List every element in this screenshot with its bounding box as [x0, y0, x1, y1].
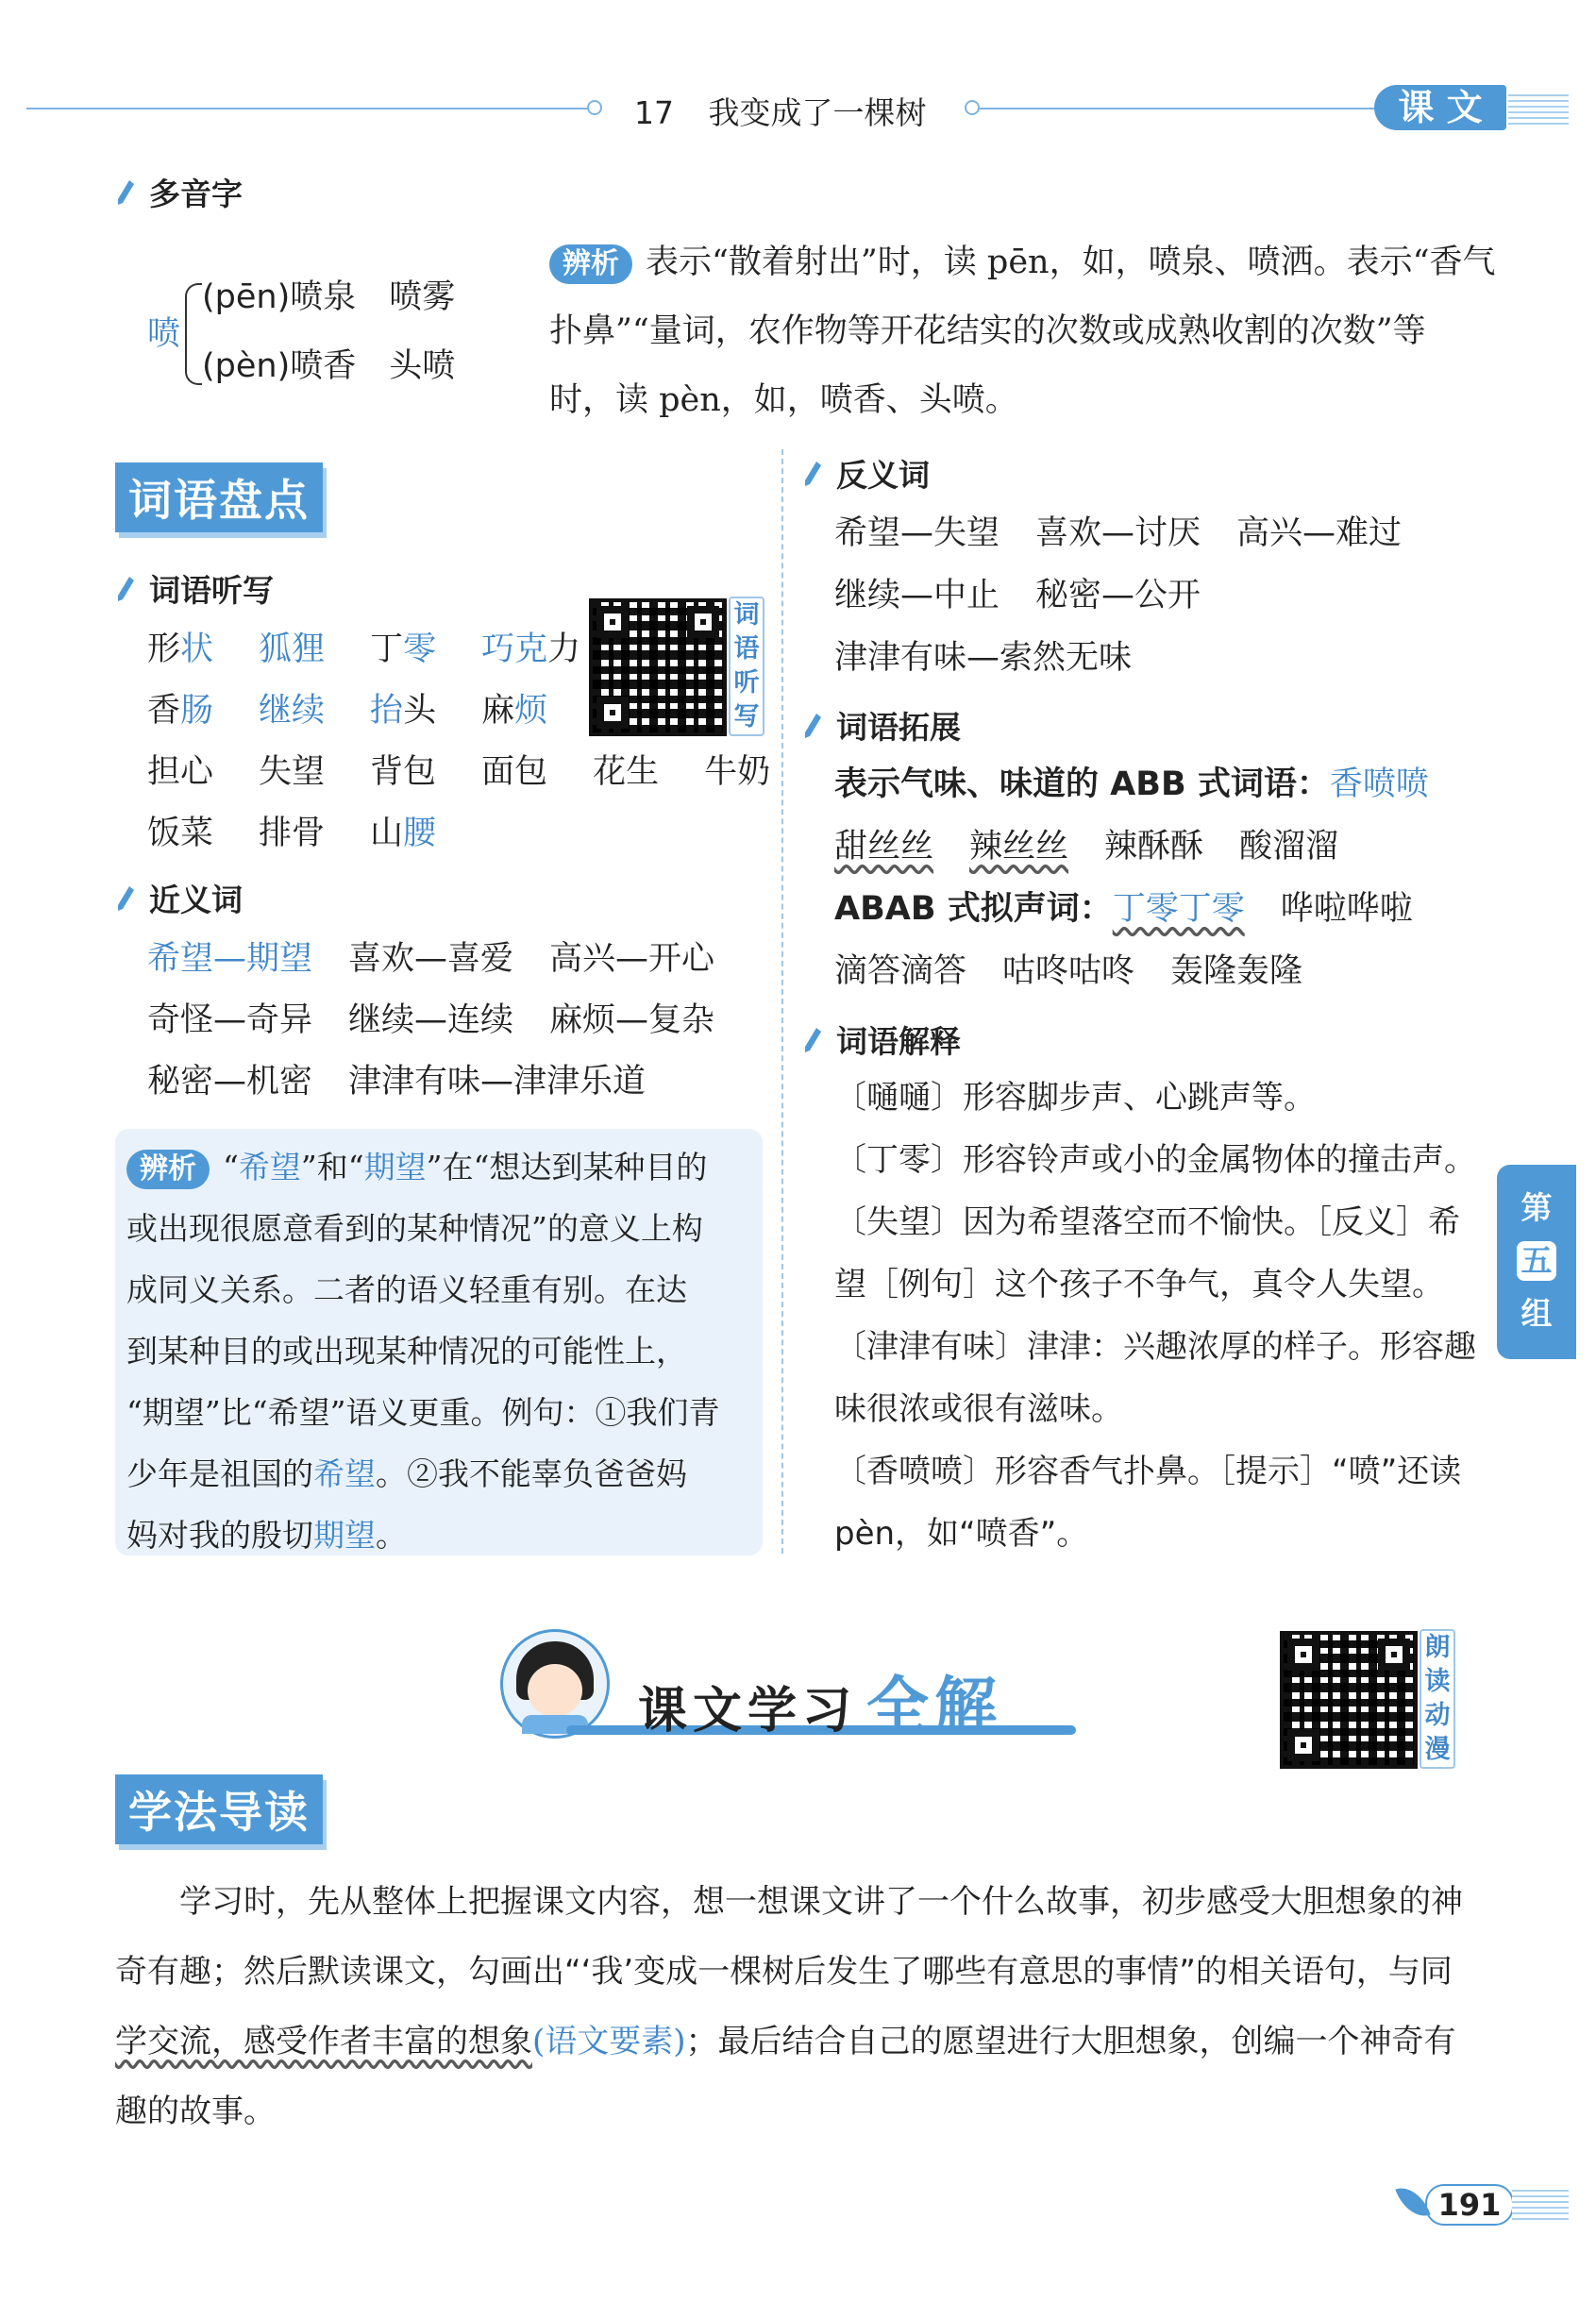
antonyms-heading-text: 反义词 [836, 457, 930, 494]
analysis-line: 少年是祖国的希望。②我不能辜负爸爸妈 [126, 1455, 687, 1492]
method-tail: ；最后结合自己的愿望进行大胆想象，创编一个神奇有 [685, 2023, 1456, 2060]
side-tab-char: 第 [1520, 1189, 1553, 1226]
column-divider [781, 449, 783, 1554]
method-line [115, 2007, 1465, 2076]
word: 抬头 [370, 692, 437, 730]
side-tab-char: 五 [1497, 1235, 1576, 1287]
header-stripes [1508, 91, 1569, 125]
method-line: 学习时，先从整体上把握课文内容，想一想课文讲了一个什么故事，初步感受大胆想象的神 [179, 1883, 1463, 1921]
synonyms-heading [115, 876, 243, 920]
polyphone-line-2: (pèn)喷香 头喷 [202, 347, 456, 385]
polyphone-analysis [549, 228, 1496, 435]
header-line-left [26, 108, 593, 109]
dictation-heading [115, 566, 274, 611]
abb-words [834, 815, 1338, 878]
word: 巧克力 [481, 630, 581, 668]
polyphone-heading-text: 多音字 [149, 176, 243, 212]
dictation-heading-text: 词语听写 [149, 572, 274, 609]
title-part1: 课文学习 [638, 1683, 858, 1740]
antonym-pair: 津津有味—索然无味 [834, 639, 1133, 677]
pencil-icon [115, 178, 136, 207]
synonym-pair: 继续—连续 [348, 1001, 514, 1039]
expansion-heading [802, 703, 961, 748]
explanation-line: 〔丁零〕形容铃声或小的金属物体的撞击声。 [834, 1141, 1476, 1179]
synonym-pair: 秘密—机密 [147, 1063, 313, 1101]
unit-side-tab [1497, 1165, 1576, 1359]
lesson-title: 我变成了一棵树 [708, 94, 927, 131]
synonym-pair: 奇怪—奇异 [147, 1001, 313, 1039]
lesson-type-badge: 课 文 [1374, 85, 1506, 130]
analysis-line: 到某种目的或出现某种情况的可能性上， [126, 1333, 687, 1370]
pencil-icon [115, 884, 136, 913]
synonym-row [147, 989, 714, 1051]
synonym-row [147, 1051, 646, 1113]
synonym-pair: 希望—期望 [147, 940, 313, 978]
reading-qr-code[interactable] [1280, 1631, 1418, 1769]
lesson-heading [634, 89, 927, 133]
dictation-qr-code[interactable] [589, 598, 727, 736]
method-line: 奇有趣；然后默读课文，勾画出“‘我’变成一棵树后发生了哪些有意思的事情”的相关语句，与同 [115, 1953, 1453, 1991]
method-text [115, 1867, 1465, 2146]
synonym-pair: 津津有味—津津乐道 [348, 1063, 647, 1101]
polyphone-analysis-line: 扑鼻”“量词，农作物等开花结实的次数或成熟收割的次数”等 [549, 312, 1426, 350]
polyphone-brace [185, 283, 202, 385]
antonym-pair: 希望—失望 [834, 514, 1000, 552]
lesson-number: 17 [634, 94, 674, 131]
explanation-line: 望［例句］这个孩子不争气，真令人失望。 [834, 1266, 1444, 1303]
word: 背包 [370, 753, 437, 791]
analysis-line: 或出现很愿意看到的某种情况”的意义上构 [126, 1210, 703, 1247]
girl-avatar [500, 1629, 610, 1739]
word: 甜丝丝 [834, 828, 934, 866]
abab-words [834, 940, 1302, 1002]
analysis-tag: 辨析 [126, 1150, 210, 1189]
abb-line [834, 753, 1429, 815]
method-section-title: 学法导读 [115, 1774, 323, 1844]
word: 哗啦哗啦 [1280, 890, 1413, 928]
synonyms-heading-text: 近义词 [149, 882, 243, 918]
word: 辣丝丝 [969, 828, 1069, 866]
word: 山腰 [370, 815, 437, 852]
word: 滴答滴答 [834, 952, 967, 990]
dictation-qr-label: 词 语 听 写 [729, 597, 764, 736]
dictation-row [147, 618, 580, 681]
vocab-section-title: 词语盘点 [115, 462, 323, 532]
word: 牛奶 [704, 753, 771, 791]
pencil-icon [115, 575, 136, 603]
method-underlined: 学交流，感受作者丰富的想象 [115, 2023, 532, 2060]
abab-line [834, 878, 1413, 940]
word: 饭菜 [147, 815, 214, 852]
synonym-pair: 麻烦—复杂 [549, 1001, 715, 1039]
explanation-line: 〔香喷喷〕形容香气扑鼻。［提示］“喷”还读 [834, 1453, 1462, 1490]
antonym-pair: 高兴—难过 [1236, 514, 1403, 552]
pencil-icon [802, 460, 823, 488]
word: 咕咚咕咚 [1002, 952, 1135, 990]
synonym-pair: 喜欢—喜爱 [348, 940, 514, 978]
polyphone-analysis-line: 表示“散着射出”时，读 pēn，如，喷泉、喷洒。表示“香气 [646, 244, 1496, 281]
word: 排骨 [259, 815, 326, 852]
abab-label: ABAB 式拟声词： [834, 890, 1113, 928]
word: 面包 [481, 753, 548, 791]
antonym-row [834, 502, 1402, 564]
word: 形状 [147, 630, 214, 668]
method-note: (语文要素) [532, 2023, 686, 2060]
pencil-icon [802, 712, 823, 740]
abb-label: 表示气味、味道的 ABB 式词语： [834, 765, 1330, 803]
explanation-line: 味很浓或很有滋味。 [834, 1390, 1123, 1428]
explanation-line: 〔失望〕因为希望落空而不愉快。［反义］希 [834, 1203, 1460, 1241]
method-line: 趣的故事。 [115, 2093, 276, 2130]
abab-example: 丁零丁零 [1112, 890, 1245, 928]
antonym-row [834, 627, 1132, 689]
title-part2: 全解 [866, 1670, 1003, 1742]
polyphone-char: 喷 [147, 315, 181, 353]
antonym-row [834, 564, 1201, 627]
page-number: 191 [1425, 2184, 1514, 2226]
dictation-row [147, 802, 436, 865]
side-tab-char: 组 [1520, 1295, 1553, 1332]
word: 担心 [147, 753, 214, 791]
abb-example: 香喷喷 [1329, 765, 1429, 803]
word: 酸溜溜 [1239, 828, 1339, 866]
expansion-heading-text: 词语拓展 [836, 709, 961, 746]
analysis-line: “期望”比“希望”语义更重。例句：①我们青 [126, 1394, 720, 1431]
antonym-pair: 继续—中止 [834, 577, 1000, 614]
word: 丁零 [370, 630, 437, 668]
dictation-row [147, 680, 547, 742]
analysis-line: 成同义关系。二者的语义轻重有别。在达 [126, 1271, 687, 1308]
synonym-analysis-box: 辨析 “希望”和“期望”在“想达到某种目的 或出现很愿意看到的某种情况”的意义上构 成同义关系。二者的语义轻重有别。在达 到某种目的或出现某种情况的可能性上， “期望”比“希望”语义更重。例句：①我们青 少年是祖国的希望。②我不能辜负爸爸妈 妈对我的殷切期望。 [115, 1129, 763, 1555]
header-dot-left [587, 100, 602, 115]
explanation-line: 〔嗵嗵〕形容脚步声、心跳声等。 [834, 1079, 1316, 1117]
word: 轰隆轰隆 [1170, 952, 1303, 990]
explanation-list [834, 1067, 1476, 1565]
word: 失望 [259, 753, 326, 791]
antonym-pair: 喜欢—讨厌 [1035, 514, 1201, 552]
explanation-line: pèn，如“喷香”。 [834, 1515, 1089, 1553]
word: 花生 [593, 753, 660, 791]
analysis-tag: 辨析 [549, 244, 632, 284]
polyphone-heading [115, 170, 243, 214]
antonyms-heading [802, 451, 930, 496]
synonym-row [147, 928, 714, 990]
synonym-pair: 高兴—开心 [549, 940, 715, 978]
word: 麻烦 [481, 692, 548, 730]
polyphone-analysis-line: 时，读 pèn，如，喷香、头喷。 [549, 381, 1018, 419]
antonym-pair: 秘密—公开 [1035, 577, 1201, 614]
dictation-row [147, 741, 770, 803]
header-line-right [978, 108, 1384, 109]
full-study-title [638, 1656, 1002, 1745]
analysis-line: 妈对我的殷切期望。 [126, 1517, 407, 1554]
footer-stripes [1512, 2186, 1569, 2220]
word: 继续 [259, 692, 326, 730]
explanations-heading-text: 词语解释 [836, 1023, 961, 1060]
explanation-line: 〔津津有味〕津津：兴趣浓厚的样子。形容趣 [834, 1328, 1476, 1366]
word: 香肠 [147, 692, 214, 730]
word: 辣酥酥 [1104, 828, 1204, 866]
reading-qr-label: 朗 读 动 漫 [1420, 1629, 1455, 1769]
word: 狐狸 [259, 630, 326, 668]
pencil-icon [802, 1026, 823, 1054]
explanations-heading [802, 1017, 961, 1062]
polyphone-line-1: (pēn)喷泉 喷雾 [202, 278, 456, 316]
